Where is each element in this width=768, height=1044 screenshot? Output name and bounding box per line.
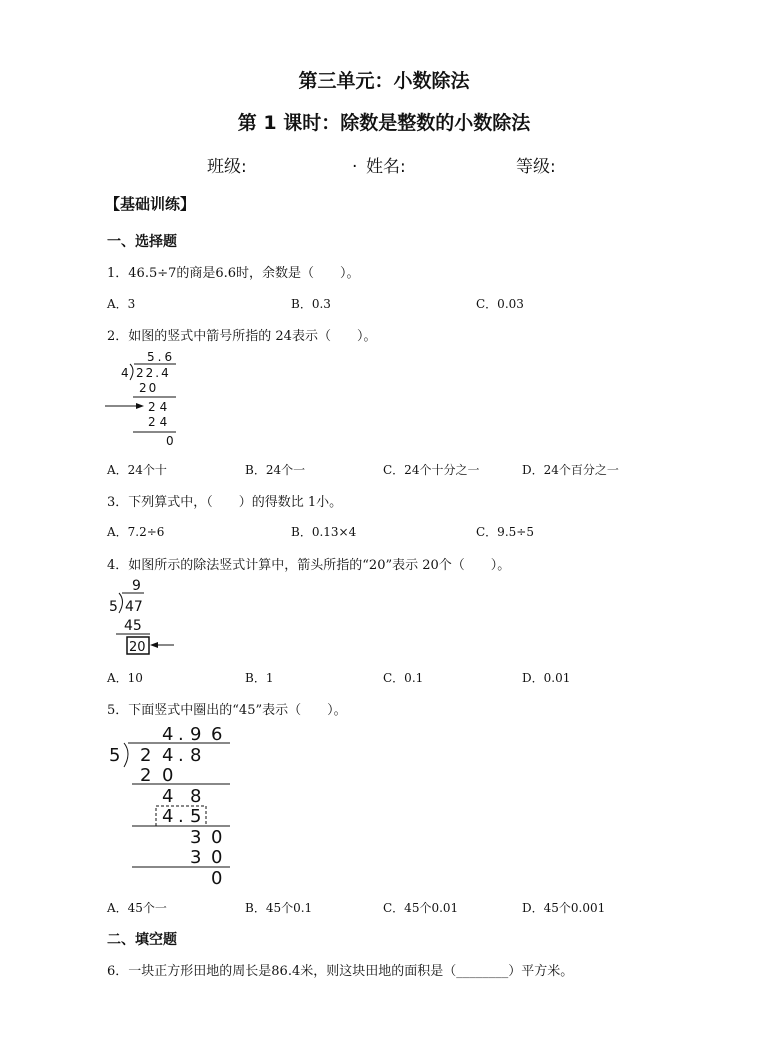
q5-division-figure <box>104 722 238 888</box>
q1-option-a[interactable]: A．3 <box>107 297 136 311</box>
q5-dividend-point: . <box>178 745 184 766</box>
q4-option-c[interactable]: C．0.1 <box>383 671 424 685</box>
q5-row-digit: 0 <box>162 765 174 786</box>
q2-quotient: 5.6 <box>147 350 176 364</box>
q5-dividend-digit: 8 <box>190 745 202 766</box>
q3-stem: 3．下列算式中，（ ）的得数比 1小。 <box>107 495 343 510</box>
q5-divisor: 5 <box>109 745 121 766</box>
q5-quotient-digit: 4 <box>162 724 174 745</box>
q4-option-a[interactable]: A．10 <box>107 671 143 685</box>
class-label: 班级: <box>207 157 247 177</box>
q5-row-digit: 4 <box>162 806 174 827</box>
unit-title: 第三单元：小数除法 <box>298 70 470 92</box>
dot-mark: . <box>352 152 358 172</box>
q5-quotient-digit: 9 <box>190 724 202 745</box>
grade-label: 等级: <box>516 157 556 177</box>
q3-option-b[interactable]: B．0.13×4 <box>291 525 357 539</box>
q2-option-b[interactable]: B．24个一 <box>245 463 306 477</box>
q5-row-digit: 8 <box>190 786 202 807</box>
q4-dividend: 47 <box>125 599 143 615</box>
q5-row-digit: 0 <box>211 827 223 848</box>
q5-row-digit: 2 <box>140 765 152 786</box>
q2-dividend: 22.4 <box>136 366 171 380</box>
name-label: 姓名: <box>366 157 406 177</box>
q5-option-c[interactable]: C．45个0.01 <box>383 901 459 915</box>
q3-option-c[interactable]: C．9.5÷5 <box>476 525 534 539</box>
q4-divisor: 5 <box>109 599 118 615</box>
q5-dividend-digit: 2 <box>140 745 152 766</box>
q5-row-digit: 3 <box>190 827 202 848</box>
q4-row-20: 20 <box>129 640 146 655</box>
q5-row-digit: 0 <box>211 847 223 868</box>
q2-row-24: 24 <box>148 415 172 429</box>
q5-option-b[interactable]: B．45个0.1 <box>245 901 313 915</box>
lesson-title: 第 1 课时：除数是整数的小数除法 <box>237 112 531 134</box>
q2-stem: 2．如图的竖式中箭号所指的 24表示（ ）。 <box>107 329 377 344</box>
q5-dividend-digit: 4 <box>162 745 174 766</box>
q1-option-b[interactable]: B．0.3 <box>291 297 331 311</box>
q2-row-20: 20 <box>139 381 159 395</box>
arrow-icon <box>150 642 158 648</box>
q5-option-d[interactable]: D．45个0.001 <box>522 901 606 915</box>
part2-title: 二、填空题 <box>107 932 177 948</box>
q3-option-a[interactable]: A．7.2÷6 <box>107 525 165 539</box>
q4-stem: 4．如图所示的除法竖式计算中，箭头所指的“20”表示 20个（ ）。 <box>107 558 511 573</box>
q4-division-figure <box>104 575 184 659</box>
q5-row-digit: 5 <box>190 806 202 827</box>
q1-stem: 1．46.5÷7的商是6.6时，余数是（ ）。 <box>107 266 360 281</box>
q2-divisor: 4 <box>121 366 129 380</box>
section-tag: 【基础训练】 <box>105 195 196 213</box>
arrow-icon <box>136 403 144 409</box>
part1-title: 一、选择题 <box>107 234 177 250</box>
q5-row-point: . <box>178 806 184 827</box>
q1-option-c[interactable]: C．0.03 <box>476 297 524 311</box>
q5-row-digit: 0 <box>211 868 223 888</box>
q5-option-a[interactable]: A．45个一 <box>107 901 167 915</box>
q5-quotient-point: . <box>178 724 184 745</box>
q6-stem: 6．一块正方形田地的周长是86.4米，则这块田地的面积是（________）平方米。 <box>107 964 574 979</box>
q5-quotient-digit: 6 <box>211 724 223 745</box>
q5-row-digit: 4 <box>162 786 174 807</box>
q2-division-figure <box>100 346 190 452</box>
q2-option-d[interactable]: D．24个百分之一 <box>522 463 619 477</box>
q4-option-d[interactable]: D．0.01 <box>522 671 571 685</box>
q2-option-c[interactable]: C．24个十分之一 <box>383 463 480 477</box>
q2-row-24-arrowed: 24 <box>148 400 172 414</box>
q4-quotient: 9 <box>132 578 141 594</box>
q5-stem: 5．下面竖式中圈出的“45”表示（ ）。 <box>107 703 347 718</box>
q5-row-digit: 3 <box>190 847 202 868</box>
q4-row-45: 45 <box>124 618 142 634</box>
q4-option-b[interactable]: B．1 <box>245 671 274 685</box>
q2-option-a[interactable]: A．24个十 <box>107 463 167 477</box>
q2-row-0: 0 <box>166 434 174 448</box>
